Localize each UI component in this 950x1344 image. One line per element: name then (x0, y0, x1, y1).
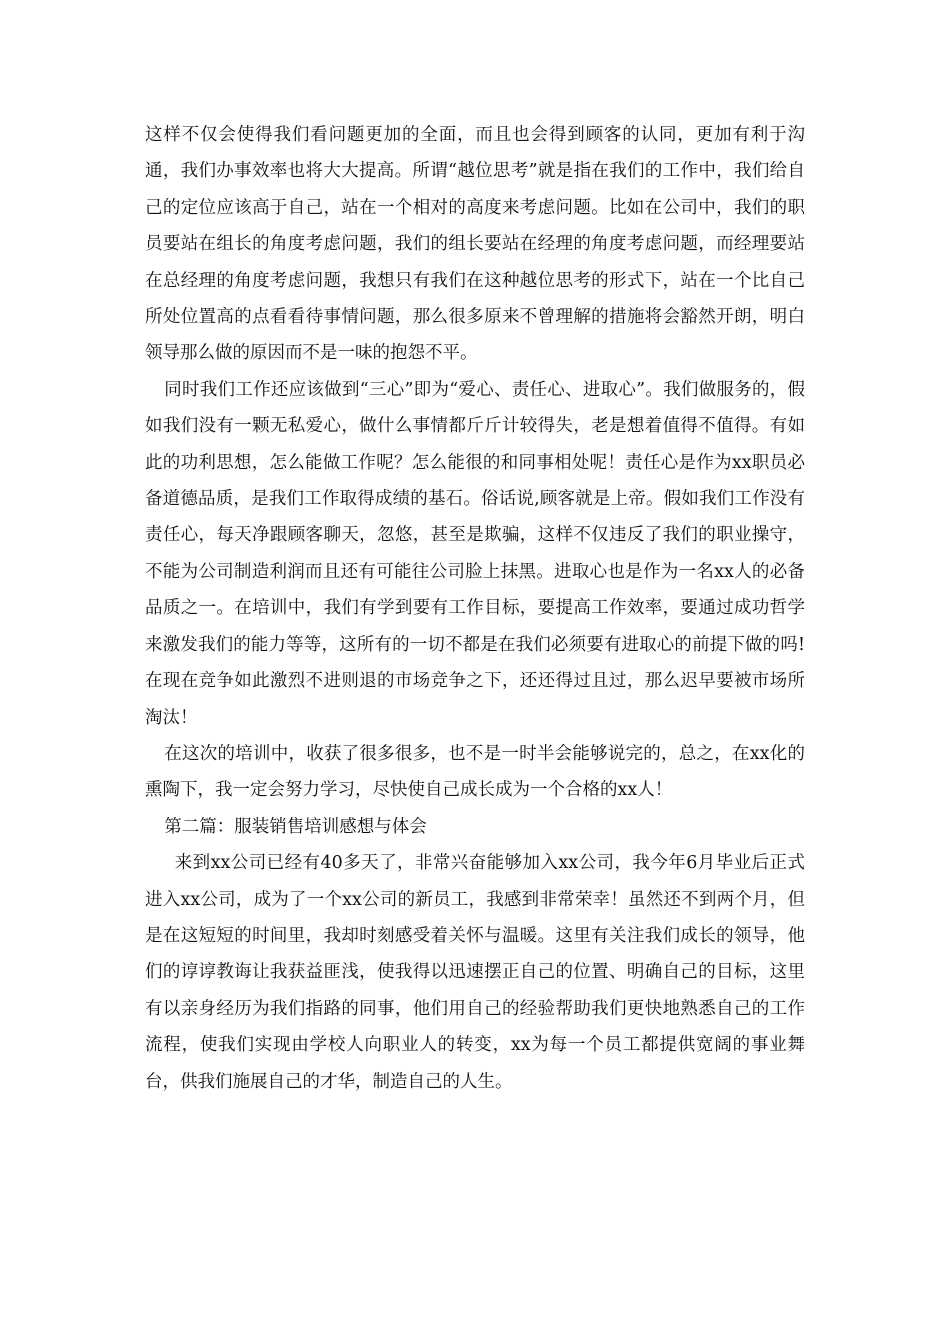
paragraph-3: 在这次的培训中，收获了很多很多，也不是一时半会能够说完的，总之，在xx化的熏陶下，我一定会努力学习，尽快使自己成长成为一个合格的xx人！ (145, 743, 805, 801)
paragraph-1: 这样不仅会使得我们看问题更加的全面，而且也会得到顾客的认同，更加有利于沟通，我们办事效率也将大大提高。所谓“越位思考”就是指在我们的工作中，我们给自己的定位应该高于自己，站在一个相对的高度来考虑问题。比如在公司中，我们的职员要站在组长的角度考虑问题，我们的组长要站在经理的角度考虑问题，而经理要站在总经理的角度考虑问题，我想只有我们在这种越位思考的形式下，站在一个比自己所处位置高的点看看待事情问题，那么很多原来不曾理解的措施将会豁然开朗，明白领导那么做的原因而不是一味的抱怨不平。 (145, 125, 805, 364)
document-body (145, 117, 805, 1100)
section-heading: 第二篇：服装销售培训感想与体会 (164, 816, 427, 837)
paragraph-2: 同时我们工作还应该做到“三心”即为“爱心、责任心、进取心”。我们做服务的，假如我们没有一颗无私爱心，做什么事情都斤斤计较得失，老是想着值得不值得。有如此的功利思想，怎么能做工作呢？怎么能很的和同事相处呢！责任心是作为xx职员必备道德品质，是我们工作取得成绩的基石。俗话说,顾客就是上帝。假如我们工作没有责任心，每天净跟顾客聊天，忽悠，甚至是欺骗，这样不仅违反了我们的职业操守，不能为公司制造利润而且还有可能往公司脸上抹黑。进取心也是作为一名xx人的必备品质之一。在培训中，我们有学到要有工作目标，要提高工作效率，要通过成功哲学来激发我们的能力等等，这所有的一切不都是在我们必须要有进取心的前提下做的吗!在现在竞争如此激烈不进则退的市场竞争之下，还还得过且过，那么迟早要被市场所淘汰！ (145, 379, 805, 728)
paragraph-4: 来到xx公司已经有40多天了，非常兴奋能够加入xx公司，我今年6月毕业后正式进入xx公司，成为了一个xx公司的新员工，我感到非常荣幸！虽然还不到两个月，但是在这短短的时间里，我却时刻感受着关怀与温暖。这里有关注我们成长的领导，他们的谆谆教诲让我获益匪浅，使我得以迅速摆正自己的位置、明确自己的目标，这里有以亲身经历为我们指路的同事，他们用自己的经验帮助我们更快地熟悉自己的工作流程，使我们实现由学校人向职业人的转变，xx为每一个员工都提供宽阔的事业舞台，供我们施展自己的才华，制造自己的人生。 (145, 853, 805, 1092)
